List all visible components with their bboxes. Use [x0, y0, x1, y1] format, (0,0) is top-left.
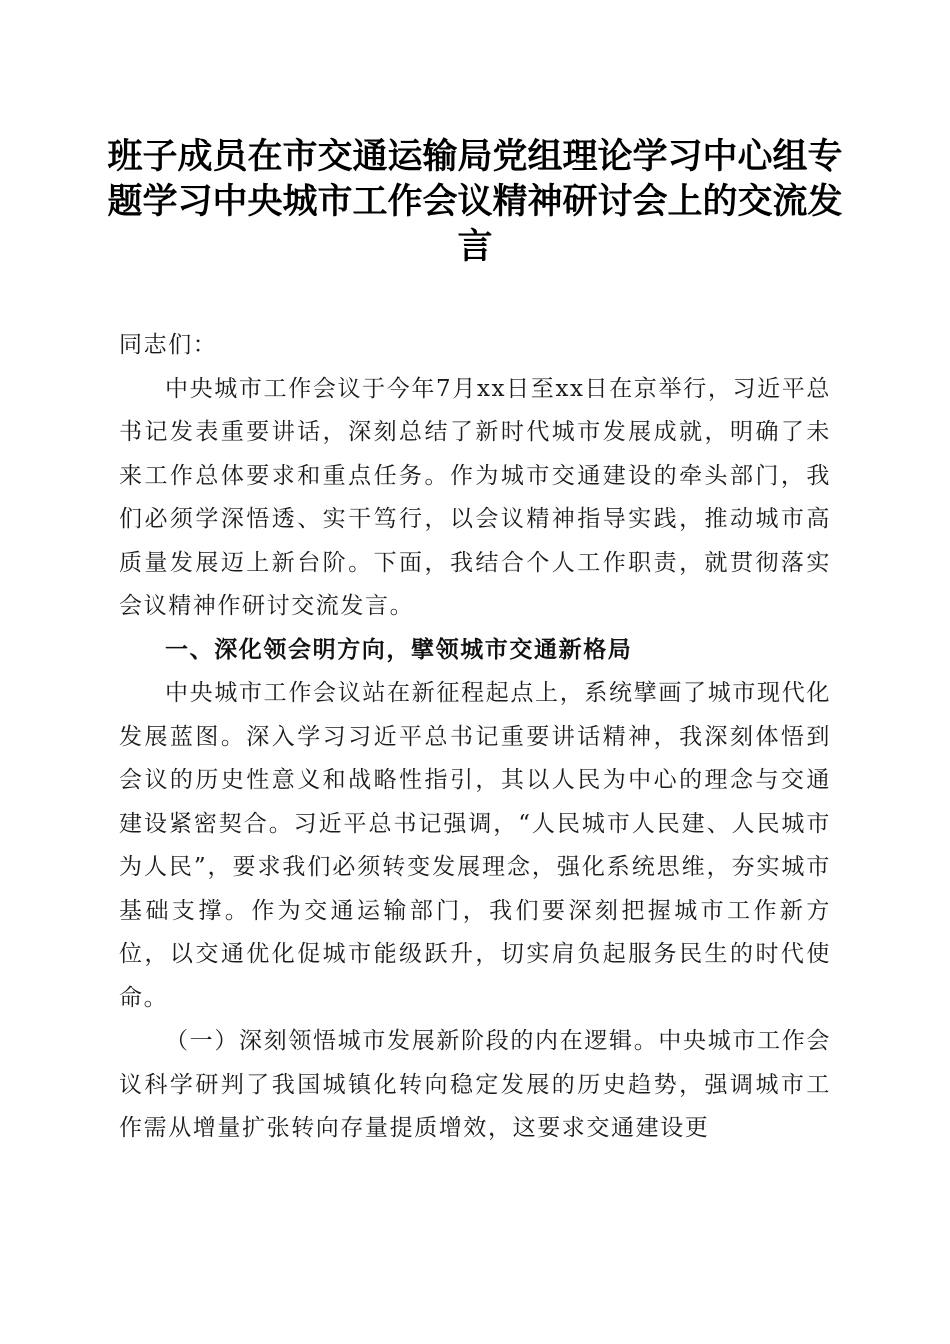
- section-paragraph: 中央城市工作会议站在新征程起点上，系统擘画了城市现代化发展蓝图。深入学习习近平总书记重要讲话精神，我深刻体悟到会议的历史性意义和战略性指引，其以人民为中心的理念与交通建设紧密契合。习近平总书记强调，“人民城市人民建、人民城市为人民”，要求我们必须转变发展理念，强化系统思维，夯实城市基础支撑。作为交通运输部门，我们要深刻把握城市工作新方位，以交通优化促城市能级跃升，切实肩负起服务民生的时代使命。: [119, 680, 831, 1011]
- document-title: 班子成员在市交通运输局党组理论学习中心组专题学习中央城市工作会议精神研讨会上的交流发言: [107, 136, 843, 267]
- subsection-paragraph: [119, 1020, 831, 1151]
- subsection-lead: （一）深刻领悟城市发展新阶段的内在逻辑。: [165, 1028, 659, 1054]
- section-heading: 一、深化领会明方向，擘领城市交通新格局: [165, 636, 633, 663]
- greeting: 同志们：: [119, 332, 218, 358]
- document-body: [119, 324, 831, 1151]
- subsection-body: 中央城市工作会议科学研判了我国城镇化转向稳定发展的历史趋势，强调城市工作需从增量扩张转向存量提质增效，这要求交通建设更: [119, 1028, 832, 1141]
- intro-paragraph: 中央城市工作会议于今年7月xx日至xx日在京举行，习近平总书记发表重要讲话，深刻总结了新时代城市发展成就，明确了未来工作总体要求和重点任务。作为城市交通建设的牵头部门，我们必须学深悟透、实干笃行，以会议精神指导实践，推动城市高质量发展迈上新台阶。下面，我结合个人工作职责，就贯彻落实会议精神作研讨交流发言。: [119, 375, 831, 619]
